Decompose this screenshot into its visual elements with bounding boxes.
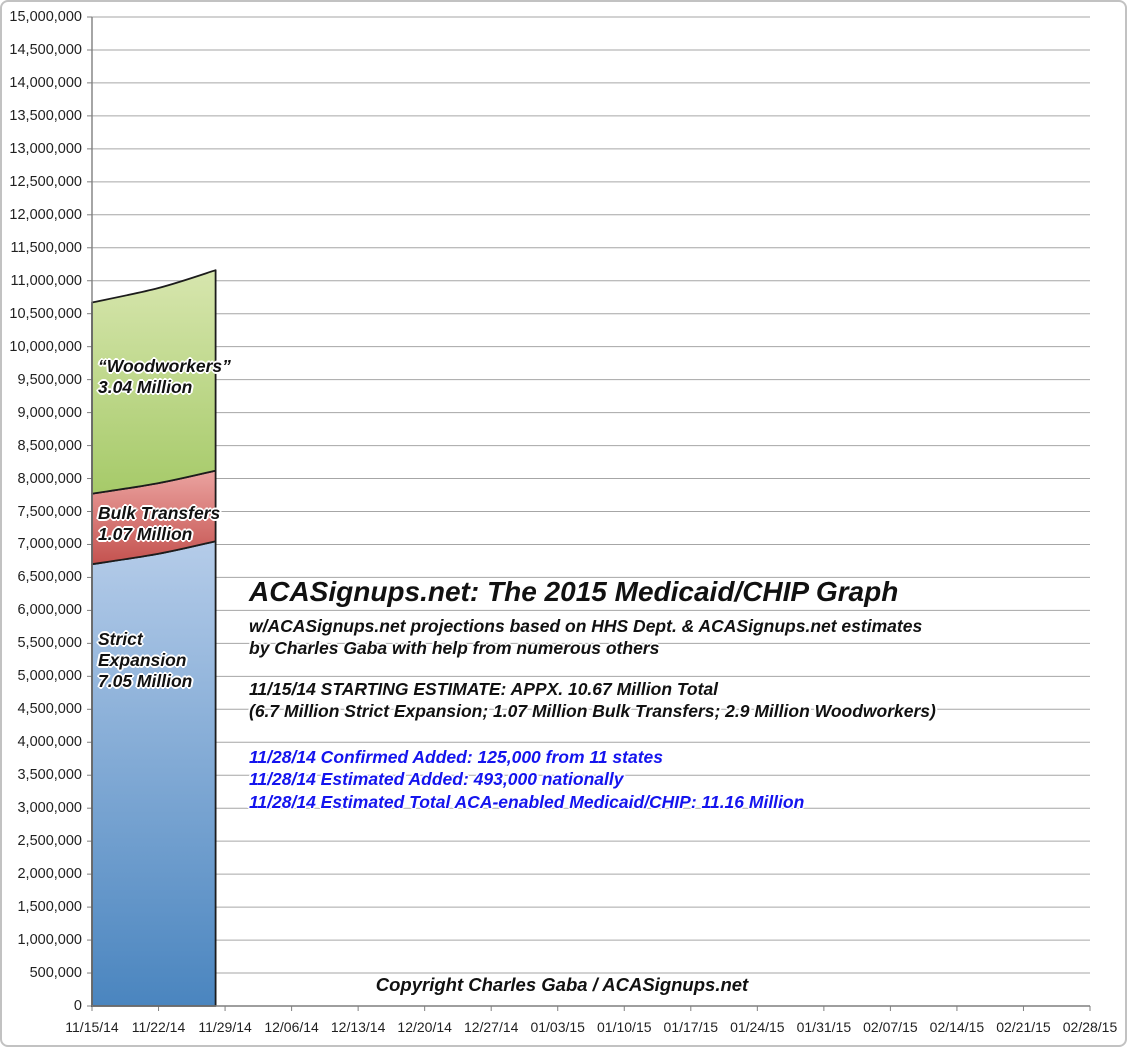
y-axis-tick-label: 500,000 xyxy=(29,965,82,982)
y-axis-tick-label: 2,000,000 xyxy=(17,866,82,883)
y-axis-tick-label: 14,000,000 xyxy=(9,74,82,91)
x-axis-tick-label: 02/21/15 xyxy=(996,1019,1051,1035)
y-axis-tick-label: 7,500,000 xyxy=(17,503,82,520)
y-axis-tick-label: 6,000,000 xyxy=(17,602,82,619)
gridlines xyxy=(87,17,1090,1011)
x-axis-tick-label: 01/03/15 xyxy=(530,1019,585,1035)
y-axis-tick-label: 2,500,000 xyxy=(17,833,82,850)
starting-estimate-line: 11/15/14 STARTING ESTIMATE: APPX. 10.67 Million Total xyxy=(249,679,719,699)
x-axis-tick-label: 11/29/14 xyxy=(198,1019,252,1035)
updates-block xyxy=(249,746,1029,813)
y-axis-tick-label: 10,500,000 xyxy=(9,305,82,322)
y-axis-tick-label: 0 xyxy=(73,998,82,1014)
bulk-transfers-label-line: Bulk Transfers xyxy=(98,503,221,523)
y-axis-tick-label: 13,000,000 xyxy=(9,140,82,157)
starting-estimate-block xyxy=(249,679,1029,722)
y-axis-tick-label: 5,500,000 xyxy=(17,635,82,652)
y-axis-tick-label: 4,000,000 xyxy=(17,734,82,751)
woodworkers-label-line: 3.04 Million xyxy=(98,377,193,397)
y-axis-tick-label: 12,500,000 xyxy=(9,173,82,190)
bulk-transfers-area-label xyxy=(98,503,220,545)
y-axis-tick-label: 3,000,000 xyxy=(17,800,82,817)
woodworkers-label-line: “Woodworkers” xyxy=(98,356,231,376)
chart-subtitle-line: w/ACASignups.net projections based on HHS Dept. & ACASignups.net estimates xyxy=(249,616,923,636)
title-block xyxy=(249,576,1029,813)
x-axis-tick-label: 02/14/15 xyxy=(929,1019,985,1035)
update-line: 11/28/14 Estimated Added: 493,000 nationally xyxy=(249,769,624,790)
update-line: 11/28/14 Confirmed Added: 125,000 from 11 states xyxy=(249,747,664,767)
y-axis-tick-label: 15,000,000 xyxy=(9,9,82,25)
x-axis-tick-label: 11/15/14 xyxy=(65,1019,119,1035)
strict-expansion-label-line: Strict xyxy=(98,629,143,649)
x-axis-labels xyxy=(2,1019,1127,1039)
x-axis-tick-label: 02/28/15 xyxy=(1062,1019,1118,1035)
woodworkers-area-label xyxy=(98,356,231,398)
x-axis-tick-label: 01/31/15 xyxy=(796,1019,852,1035)
x-axis-tick-label: 01/24/15 xyxy=(730,1019,785,1035)
x-axis-tick-label: 12/20/14 xyxy=(397,1019,452,1035)
x-axis-tick-label: 11/22/14 xyxy=(131,1019,186,1035)
strict-expansion-label-line: 7.05 Million xyxy=(98,671,193,691)
x-axis-tick-label: 01/17/15 xyxy=(663,1019,719,1035)
y-axis-tick-label: 1,000,000 xyxy=(17,932,82,949)
y-axis-tick-label: 8,000,000 xyxy=(17,470,82,487)
strict-expansion-area-label xyxy=(98,629,192,692)
y-axis-tick-label: 8,500,000 xyxy=(17,437,82,454)
y-axis-tick-label: 9,000,000 xyxy=(17,404,82,421)
y-axis-tick-label: 10,000,000 xyxy=(9,338,82,355)
y-axis-tick-label: 5,000,000 xyxy=(17,668,82,685)
y-axis-tick-label: 9,500,000 xyxy=(17,371,82,388)
bulk-transfers-label-line: 1.07 Million xyxy=(98,524,193,544)
y-axis-tick-label: 13,500,000 xyxy=(9,107,82,124)
x-axis-tick-label: 01/10/15 xyxy=(597,1019,652,1035)
y-axis-tick-label: 7,000,000 xyxy=(17,536,82,553)
y-axis-tick-label: 11,500,000 xyxy=(10,239,82,256)
chart-title: ACASignups.net: The 2015 Medicaid/CHIP Graph xyxy=(249,576,899,607)
starting-estimate-line: (6.7 Million Strict Expansion; 1.07 Million Bulk Transfers; 2.9 Million Woodworkers) xyxy=(249,700,936,721)
x-axis-tick-label: 02/07/15 xyxy=(863,1019,918,1035)
update-line: 11/28/14 Estimated Total ACA-enabled Medicaid/CHIP: 11.16 Million xyxy=(249,791,805,812)
y-axis-tick-label: 1,500,000 xyxy=(17,899,82,916)
y-axis-tick-label: 12,000,000 xyxy=(9,206,82,223)
y-axis-tick-label: 6,500,000 xyxy=(17,569,82,586)
strict-expansion-label-line: Expansion xyxy=(98,650,187,670)
copyright-text: Copyright Charles Gaba / ACASignups.net xyxy=(375,974,749,995)
y-axis-tick-label: 14,500,000 xyxy=(9,41,82,58)
y-axis-tick-label: 11,000,000 xyxy=(10,272,82,289)
y-axis-tick-label: 3,500,000 xyxy=(17,767,82,784)
x-axis-tick-label: 12/06/14 xyxy=(264,1019,319,1035)
chart-subtitle-line: by Charles Gaba with help from numerous others xyxy=(249,637,660,658)
x-axis-tick-label: 12/27/14 xyxy=(463,1019,519,1035)
area-strict-expansion xyxy=(92,541,216,1006)
x-axis-tick-label: 12/13/14 xyxy=(330,1019,386,1035)
y-axis-tick-label: 4,500,000 xyxy=(17,701,82,718)
